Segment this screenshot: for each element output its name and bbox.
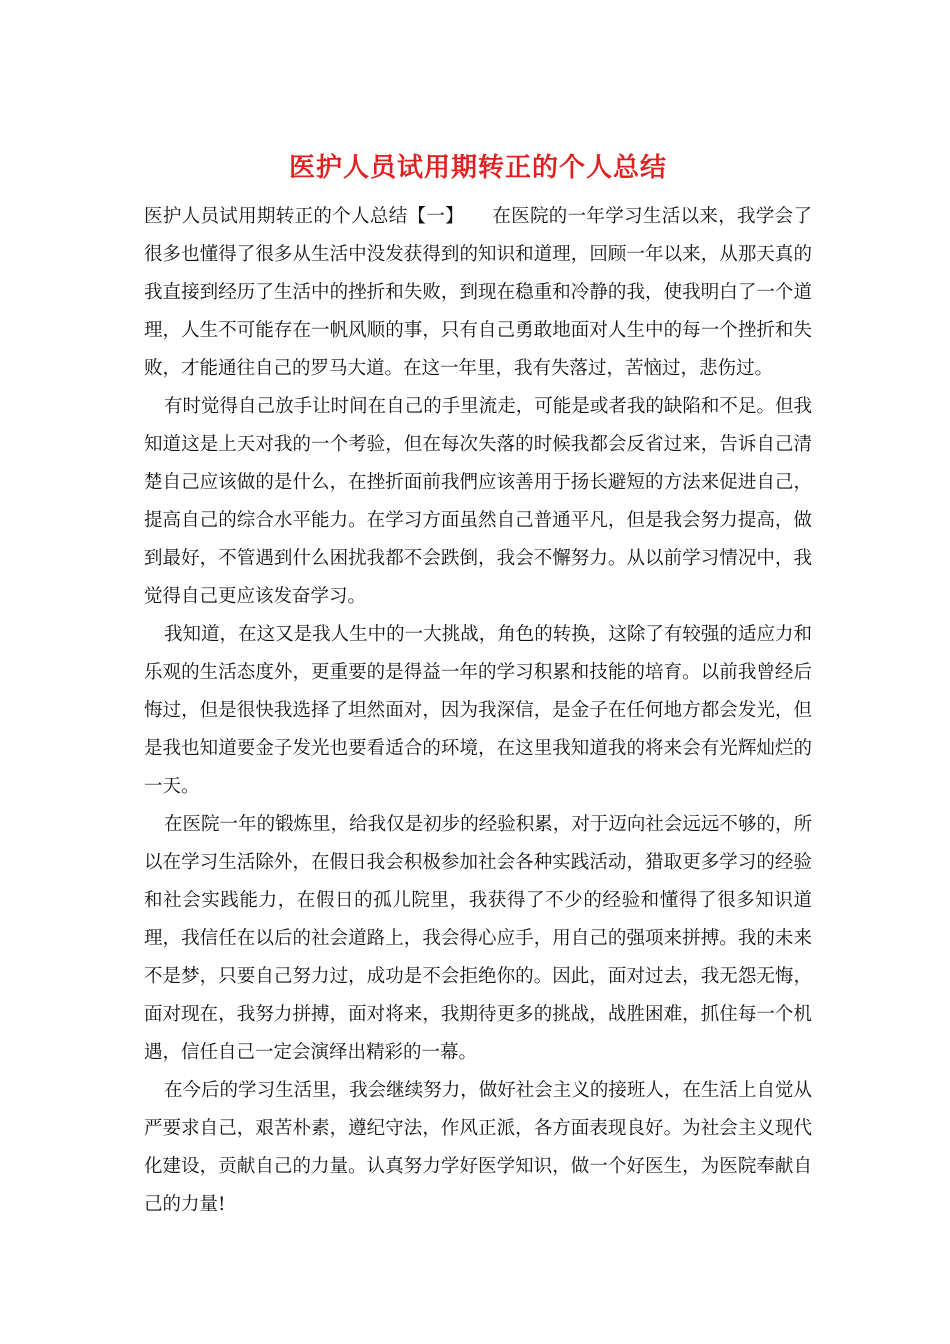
paragraph-5: 在今后的学习生活里，我会继续努力，做好社会主义的接班人，在生活上自觉从严要求自己，艰苦朴素，遵纪守法，作风正派，各方面表现良好。为社会主义现代化建设，贡献自己的力量。认真努力学好医学知识，做一个好医生，为医院奉献自己的力量! <box>144 1080 812 1215</box>
document-title: 医护人员试用期转正的个人总结 <box>288 153 667 183</box>
lead-label: 医护人员试用期转正的个人总结【一】 <box>144 206 464 227</box>
paragraph-3: 我知道，在这又是我人生中的一大挑战，角色的转换，这除了有较强的适应力和乐观的生活态度外，更重要的是得益一年的学习积累和技能的培育。以前我曾经后悔过，但是很快我选择了坦然面对，因为我深信，是金子在任何地方都会发光，但是我也知道要金子发光也要看适合的环境，在这里我知道我的将来会有光辉灿烂的一天。 <box>144 624 812 797</box>
paragraph-4: 在医院一年的锻炼里，给我仅是初步的经验积累，对于迈向社会远远不够的，所以在学习生活除外，在假日我会积极参加社会各种实践活动，猎取更多学习的经验和社会实践能力，在假日的孤儿院里，我获得了不少的经验和懂得了很多知识道理，我信任在以后的社会道路上，我会得心应手，用自己的强项来拼搏。我的未来不是梦，只要自己努力过，成功是不会拒绝你的。因此，面对过去，我无怨无悔，面对现在，我努力拼搏，面对将来，我期待更多的挑战，战胜困难，抓住每一个机遇，信任自己一定会演绎出精彩的一幕。 <box>144 814 812 1063</box>
paragraph-1-text: 在医院的一年学习生活以来，我学会了很多也懂得了很多从生活中没发获得到的知识和道理，回顾一年以来，从那天真的我直接到经历了生活中的挫折和失败，到现在稳重和冷静的我，使我明白了一个道理，人生不可能存在一帆风顺的事，只有自己勇敢地面对人生中的每一个挫折和失败，才能通往自己的罗马大道。在这一年里，我有失落过，苦恼过，悲伤过。 <box>144 206 812 379</box>
document-page <box>144 148 812 1224</box>
paragraph-1 <box>144 198 812 388</box>
paragraph-2: 有时觉得自己放手让时间在自己的手里流走，可能是或者我的缺陷和不足。但我知道这是上天对我的一个考验，但在每次失落的时候我都会反省过来，告诉自己清楚自己应该做的是什么，在挫折面前我們应该善用于扬长避短的方法来促进自己，提高自己的综合水平能力。在学习方面虽然自己普通平凡，但是我会努力提高，做到最好，不管遇到什么困扰我都不会跌倒，我会不懈努力。从以前学习情况中，我觉得自己更应该发奋学习。 <box>144 396 812 607</box>
